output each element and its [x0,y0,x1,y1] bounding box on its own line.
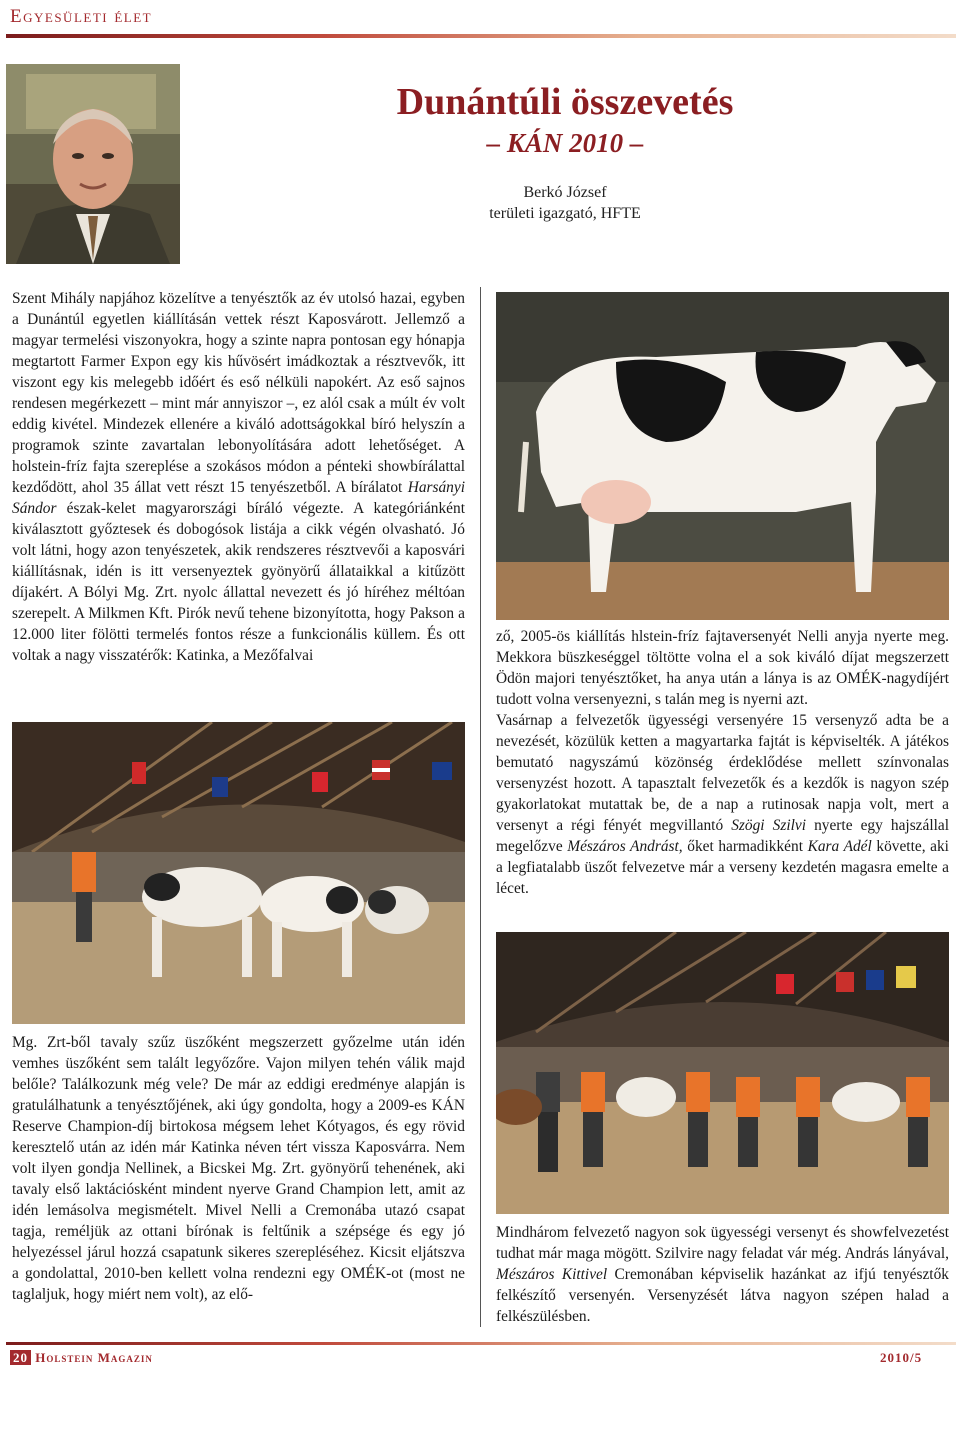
paragraph-text: Cremonában képviselik hazánkat az ifjú tenyésztők felkészítő versenyén. Versenyzését látva nagyon szépen halad a felkészülésben. [496,1266,949,1325]
left-column-bottom-text [12,1032,465,1332]
magazine-name: Holstein Magazin [35,1350,153,1365]
issue-number: 2010/5 [880,1350,923,1365]
byline [330,182,800,224]
show-ring-photo [12,722,465,1024]
article-title: Dunántúli összevetés [396,81,734,123]
header-rule [6,34,956,38]
paragraph-text: ző, 2005-ös kiállítás hlstein-fríz fajtaversenyét Nelli anyja nyerte meg. Mekkora büszkeséggel töltötte volna el a sok kiváló díjat megszerzett Ödön majori tenyésztőket, ha anya után a lánya is az OMÉK-nagydíjért tudott volna versenyezni, s talán meg is nyerni azt. [496,628,949,708]
paragraph-text: Vasárnap a felvezetők ügyességi versenyére 15 versenyző adta be a nevezését, közülük ketten a magyartarka fajtát is képviselték. A játékos bemutató nagyszámú közönség érdeklődése mellett színvonalas versenyzést hozott. A tapasztalt felvezetők és a kezdők is nagyon szép gyakorlatokat mutattak be, de a nap a rutinosak napja volt, mert a versenyt a régi fényét megvillantó [496,712,949,834]
footer-magazine [10,1350,153,1366]
left-column-top-text [12,288,465,718]
handler-name: Mészáros Kittivel [496,1266,608,1283]
handlers-photo [496,932,949,1214]
paragraph-text: követte, aki a legfiatalabb üszőt felvezetve már a verseny kezdetén magasra emelte a lécet. [496,838,949,897]
handler-name: Mészáros Andrást, [567,838,683,855]
author-portrait [6,64,180,264]
paragraph-text: Mindhárom felvezető nagyon sok ügyességi versenyt és showfelvezetést tudhat már maga mögött. Szilvire nagy feladat vár még. András lányával, [496,1224,949,1262]
paragraph-text: Mg. Zrt-ből tavaly szűz üszőként megszerzett győzelme után idén vemhes üszőként sem talált legyőzőre. Vajon milyen tehén válik majd belőle? Találkozunk még vele? De már az eddigi eredménye alapján is gratulálhatunk a tenyésztőjének, aki úgy gondolta, hogy a 2009-es KÁN Reserve Champion-díj birtokosa mégsem lehet Kótyagos, és egy rövid keresztelő után az idén már Katinka néven tért vissza Kaposvárra. Nem volt ilyen gondja Nellinek, a Bicskei Mg. Zrt. gyönyörű tehenének, aki tavaly első laktációsként mindent nyerve Grand Champion lett, amit az idén lemásolva megismételt. Mivel Nelli a Cremonába utazó csapat tagja, reméljük az ottani bírónak is feltűnik a szépsége és egy jó helyezéssel járul hozzá csapatunk sikeres szerepléséhez. Kicsit eljátszva a gondolattal, 2010-ben kellett volna rendezni egy OMÉK-ot (most ne taglaljuk, hogy miért nem volt), az elő- [12,1034,465,1303]
page-number: 20 [10,1350,31,1365]
author-role: területi igazgató, HFTE [489,205,641,222]
right-column-middle-text [496,626,949,926]
section-title: Egyesületi élet [10,6,153,27]
handler-name: Szögi Szilvi [731,817,806,834]
paragraph-text: Szent Mihály napjához közelítve a tenyésztők az év utolsó hazai, egyben a Dunántúl egyetlen kiállításán vettek részt Kaposvárott. Jellemző a magyar termelési viszonyokra, hogy a szinte napra pontosan egy hónapja megtartott Farmer Expon egy kis hűvösért imádkoztak a résztvevők, itt viszont egy kis melegebb időért és eső nélküli napokért. Az eső sajnos rendesen megérkezett – mint már annyiszor –, ez alól csak a múlt év volt eddig kivétel. Mindezek ellenére a kiváló adottságokkal bíró helyszín a programok szinte zavartalan lebonyolítására adott lehetőséget. A holstein-fríz fajta szereplése a szokásos módon a pénteki showbírálattal kezdődött, ahol 35 állat vett részt 15 tenyészetből. A bírálatot [12,290,465,496]
column-divider [480,287,481,1327]
judge-name: Harsányi Sándor [12,479,465,517]
right-column-bottom-text [496,1222,949,1332]
footer-rule [6,1342,956,1345]
paragraph-text: észak-kelet magyarországi bíráló végezte. A kategóriánként kiválasztott győztesek és dobogósok listája a cikk végén olvasható. Jó volt látni, hogy azon tenyészetek, akik rendszeres résztvevői a kaposvári kiállításnak, idén is itt versenyeztek gyönyörű állataikkal a kitűzött díjakért. A Bólyi Mg. Zrt. nyolc állattal nevezett és jó híréhez méltóan szerepelt. A Milkmen Kft. Pirók nevű tehene bizonyította, hogy Pakson a 12.000 liter fölötti termelés fontos része a funkcionális küllem. És ott voltak a nagy visszatérők: Katinka, a Mezőfalvai [12,500,465,664]
article-subtitle: – KÁN 2010 – [486,128,644,158]
handler-name: Kara Adél [807,838,872,855]
paragraph-text: őket harmadikként [687,838,803,855]
author-name: Berkó József [523,184,607,201]
champion-cow-photo [496,292,949,620]
paragraph-text: nyerte egy hajszállal megelőzve [496,817,950,855]
